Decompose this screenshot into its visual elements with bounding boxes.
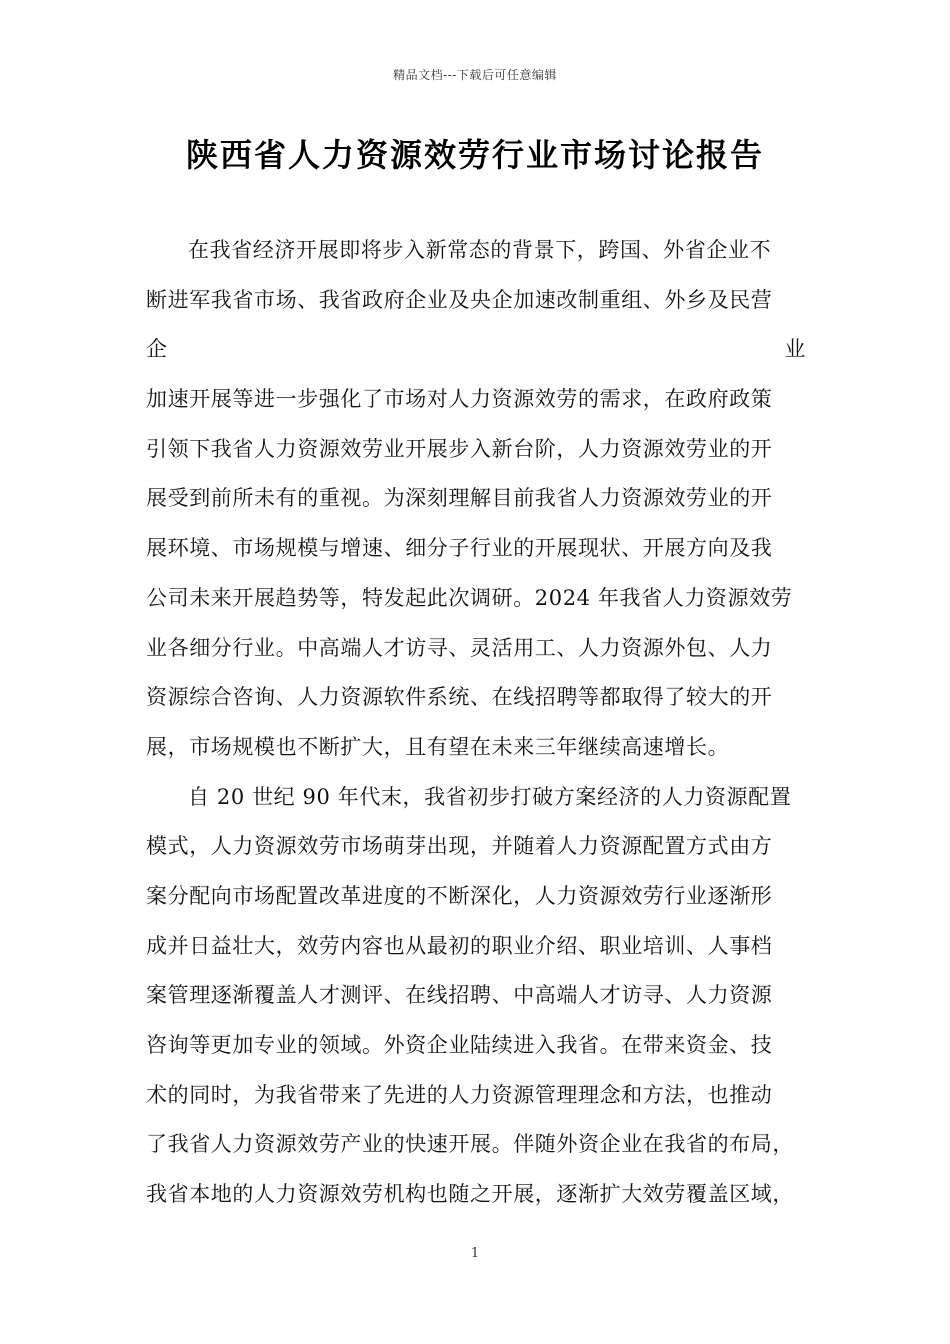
- paragraph-1-line-8: 公司未来开展趋势等，特发起此次调研。2024 年我省人力资源效劳: [146, 585, 793, 610]
- paragraph-2-line-8: 了我省人力资源效劳产业的快速开展。伴随外资企业在我省的布局，: [146, 1132, 794, 1157]
- paragraph-2-line-2: 模式，人力资源效劳市场萌芽出现，并随着人力资源配置方式由方: [146, 834, 773, 859]
- paragraph-2-line-9: 我省本地的人力资源效劳机构也随之开展，逐渐扩大效劳覆盖区域，: [146, 1182, 794, 1207]
- line-start-fragment: 企: [146, 337, 168, 362]
- paragraph-1-line-10: 资源综合咨询、人力资源软件系统、在线招聘等都取得了较大的开: [146, 685, 773, 710]
- document-title: 陕西省人力资源效劳行业市场讨论报告: [185, 136, 764, 174]
- line-end-fragment: 业: [784, 337, 806, 362]
- paragraph-1-line-11: 展，市场规模也不断扩大，且有望在未来三年继续高速增长。: [146, 734, 730, 759]
- paragraph-1-line-1: 在我省经济开展即将步入新常态的背景下，跨国、外省企业不: [188, 238, 772, 262]
- paragraph-1-line-5: 引领下我省人力资源效劳业开展步入新台阶，人力资源效劳业的开: [146, 436, 773, 461]
- paragraph-2-line-7: 术的同时，为我省带来了先进的人力资源管理理念和方法，也推动: [146, 1082, 773, 1107]
- page-number: 1: [470, 1246, 480, 1261]
- paragraph-1-line-7: 展环境、市场规模与增速、细分子行业的开展现状、开展方向及我: [146, 536, 773, 561]
- paragraph-2-line-6: 咨询等更加专业的领域。外资企业陆续进入我省。在带来资金、技: [146, 1033, 773, 1057]
- paragraph-1-line-4: 加速开展等进一步强化了市场对人力资源效劳的需求，在政府政策: [146, 387, 773, 412]
- paragraph-2-line-1: 自 20 世纪 90 年代末，我省初步打破方案经济的人力资源配置: [188, 784, 792, 809]
- paragraph-1-line-9: 业各细分行业。中高端人才访寻、灵活用工、人力资源外包、人力: [146, 635, 773, 660]
- paragraph-2-line-3: 案分配向市场配置改革进度的不断深化，人力资源效劳行业逐渐形: [146, 883, 773, 908]
- document-body: [146, 226, 806, 1220]
- paragraph-2-line-4: 成并日益壮大，效劳内容也从最初的职业介绍、职业培训、人事档: [146, 933, 773, 958]
- page-header: 精品文档---下载后可任意编辑: [393, 68, 557, 82]
- paragraph-1-line-6: 展受到前所未有的重视。为深刻理解目前我省人力资源效劳业的开: [146, 486, 773, 511]
- paragraph-1-line-3: [146, 325, 806, 375]
- paragraph-1-line-2: 断进军我省市场、我省政府企业及央企加速改制重组、外乡及民营: [146, 287, 773, 312]
- paragraph-2-line-5: 案管理逐渐覆盖人才测评、在线招聘、中高端人才访寻、人力资源: [146, 983, 773, 1008]
